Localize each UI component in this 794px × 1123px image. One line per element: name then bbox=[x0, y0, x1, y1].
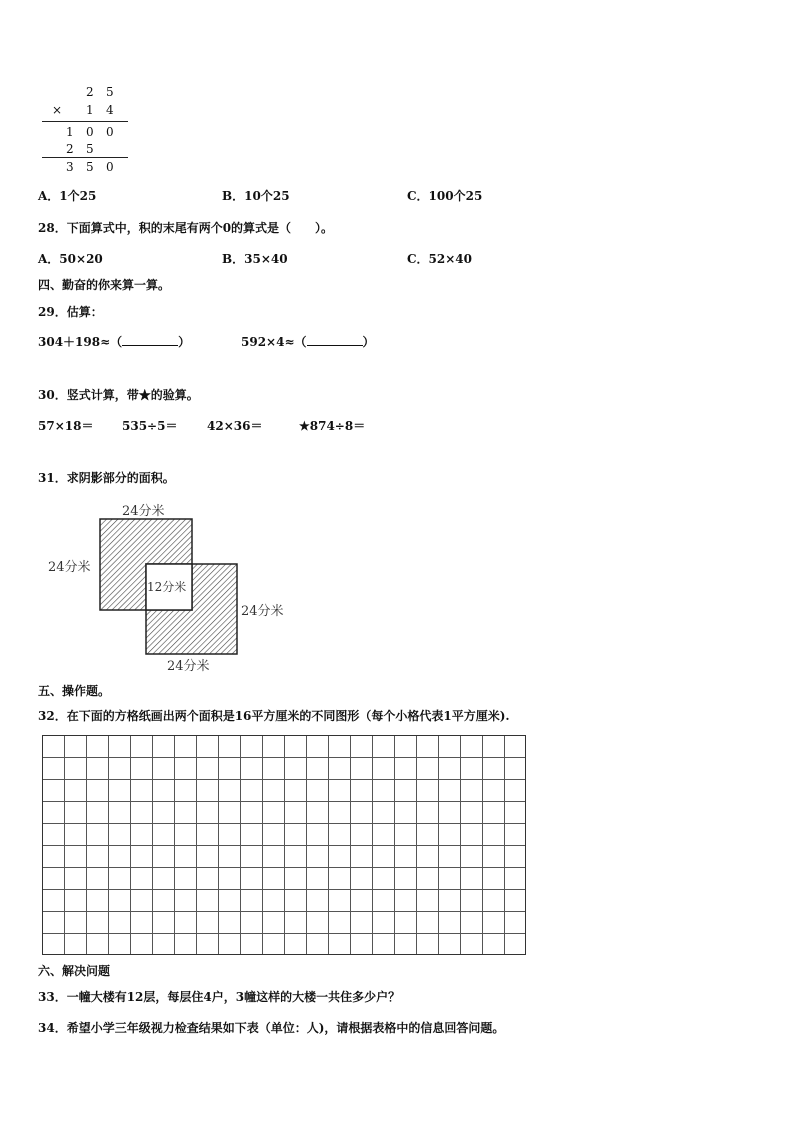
multiply-sign: × bbox=[52, 103, 63, 117]
q30-item: 535÷5＝ bbox=[122, 419, 178, 433]
q28-option-b: B．35×40 bbox=[222, 252, 288, 266]
square-grid-paper[interactable] bbox=[42, 735, 526, 955]
answer-blank[interactable] bbox=[122, 334, 178, 346]
label-right: 24分米 bbox=[241, 604, 284, 619]
digit: 2 bbox=[86, 85, 94, 99]
digit: 4 bbox=[106, 103, 114, 117]
q34-text: 34．希望小学三年级视力检查结果如下表（单位：人)，请根据表格中的信息回答问题。 bbox=[38, 1021, 505, 1035]
q30-item: 57×18＝ bbox=[38, 419, 94, 433]
divider-line bbox=[42, 157, 128, 158]
q28-option-c: C．52×40 bbox=[407, 252, 473, 266]
digit: 0 bbox=[106, 160, 114, 174]
digit: 0 bbox=[106, 125, 114, 139]
q30-item: 42×36＝ bbox=[207, 419, 263, 433]
label-top: 24分米 bbox=[122, 504, 165, 519]
q27-option-b: B．10个25 bbox=[222, 189, 290, 203]
q29-item-2 bbox=[241, 333, 375, 350]
digit: 0 bbox=[86, 125, 94, 139]
q30-item: ★874÷8＝ bbox=[299, 419, 366, 433]
q29-item-2-expr: 592×4≈（ bbox=[241, 335, 307, 349]
q30-text: 30．竖式计算，带★的验算。 bbox=[38, 388, 199, 402]
label-left: 24分米 bbox=[48, 560, 91, 575]
q29-text: 29．估算： bbox=[38, 305, 103, 319]
q28-text: 28．下面算式中，积的末尾有两个0的算式是（ ）。 bbox=[38, 221, 334, 235]
section-5-heading: 五、操作题。 bbox=[38, 684, 111, 698]
digit: 1 bbox=[86, 103, 94, 117]
digit: 2 bbox=[66, 142, 74, 156]
paren-close: ） bbox=[362, 335, 375, 349]
q27-option-c: C．100个25 bbox=[407, 189, 483, 203]
digit: 5 bbox=[106, 85, 114, 99]
q32-text: 32．在下面的方格纸画出两个面积是16平方厘米的不同图形（每个小格代表1平方厘米). bbox=[38, 709, 510, 723]
answer-blank[interactable] bbox=[307, 334, 363, 346]
paren-close: ） bbox=[178, 335, 191, 349]
q29-item-1 bbox=[38, 333, 190, 350]
divider-line bbox=[42, 121, 128, 122]
q27-option-a: A．1个25 bbox=[38, 189, 97, 203]
label-bottom: 24分米 bbox=[167, 659, 210, 674]
section-4-heading: 四、勤奋的你来算一算。 bbox=[38, 278, 171, 292]
q28-option-a: A．50×20 bbox=[38, 252, 103, 266]
digit: 3 bbox=[66, 160, 74, 174]
digit: 1 bbox=[66, 125, 74, 139]
section-6-heading: 六、解决问题 bbox=[38, 964, 111, 978]
digit: 5 bbox=[86, 142, 94, 156]
q29-item-1-expr: 304＋198≈（ bbox=[38, 335, 123, 349]
q31-text: 31．求阴影部分的面积。 bbox=[38, 471, 175, 485]
label-center: 12分米 bbox=[147, 580, 187, 594]
digit: 5 bbox=[86, 160, 94, 174]
q33-text: 33．一幢大楼有12层，每层住4户，3幢这样的大楼一共住多少户？ bbox=[38, 990, 401, 1004]
